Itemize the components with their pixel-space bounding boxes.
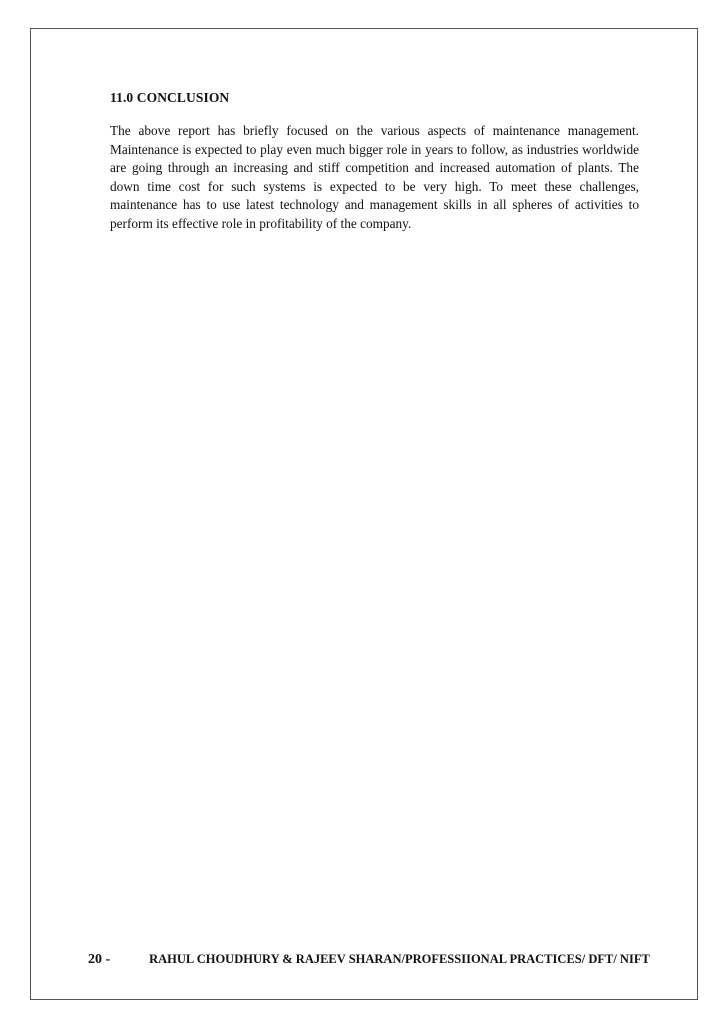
section-heading: 11.0 CONCLUSION	[110, 90, 230, 105]
conclusion-paragraph: The above report has briefly focused on the various aspects of maintenance management. Maintenance is expected to play even much bigger role in years to follow, as industries worldwide are going through an increasing and stiff competition and increased automation of plants. The down time cost for such systems is expected to be very high. To meet these challenges, maintenance has to use latest technology and management skills in all spheres of activities to perform its effective role in profitability of the company.	[110, 123, 639, 231]
page-footer	[88, 952, 648, 968]
page-number: 20 -	[88, 952, 111, 967]
running-footer-text: RAHUL CHOUDHURY & RAJEEV SHARAN/PROFESSIIONAL PRACTICES/ DFT/ NIFT	[149, 952, 650, 966]
